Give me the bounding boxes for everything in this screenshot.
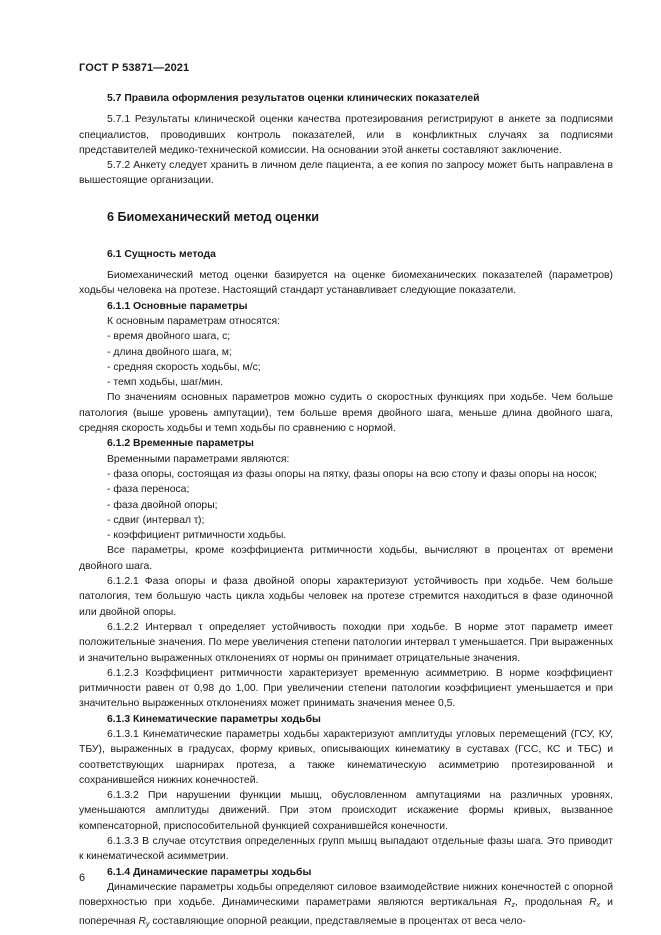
text-run: и поперечная xyxy=(79,897,613,927)
subsection-heading: 6.1 Сущность метода xyxy=(107,248,216,260)
text-run: Динамические параметры ходьбы определяют силовое взаимодействие нижних конечностей с опорной поверхностью при ходьбе. Динамическими параметрами являются вертикальная xyxy=(79,881,613,909)
subsection-heading: 6.1.4 Динамические параметры ходьбы xyxy=(107,866,312,878)
paragraph: 6.1.2.3 Коэффициент ритмичности характеризует временную асимметрию. В норме коэффициент ритмичности равен от 0,98 до 1,00. При увеличении степени патологии коэффициент уменьшается и при значительно выраженных отклонениях может принимать значения менее 0,5. xyxy=(79,667,613,710)
paragraph: 6.1.2.2 Интервал τ определяет устойчивость походки при ходьбе. В норме этот параметр имеет положительные значения. По мере увеличения степени патологии интервал τ уменьшается. При выраженных и значительно выраженных отклонениях от нормы он принимает отрицательные значения. xyxy=(79,621,613,664)
document-body xyxy=(79,91,613,932)
paragraph: К основным параметрам относятся: xyxy=(107,315,281,327)
document-header: ГОСТ Р 53871—2021 xyxy=(79,62,190,74)
spacer xyxy=(79,189,613,210)
paragraph-dynamic-params xyxy=(79,880,613,932)
symbol-r: R xyxy=(504,897,512,909)
paragraph: - коэффициент ритмичности ходьбы. xyxy=(107,530,287,542)
subsection-heading: 6.1.2 Временные параметры xyxy=(107,438,254,450)
paragraph: По значениям основных параметров можно судить о скоростных функциях при ходьбе. Чем больше патология (выше уровень ампутации), тем больше время двойного шага, меньше длина двойного шага, средняя скорость ходьбы и темп ходьбы по сравнению с нормой. xyxy=(79,392,613,435)
paragraph: Биомеханический метод оценки базируется на оценке биомеханических показателей (параметров) ходьбы человека на протезе. Настоящий стандарт устанавливает следующие показатели. xyxy=(79,270,613,297)
spacer xyxy=(79,224,613,247)
paragraph: - сдвиг (интервал τ); xyxy=(107,514,205,526)
paragraph: - средняя скорость ходьбы, м/с; xyxy=(107,361,261,373)
symbol-r: R xyxy=(138,915,146,927)
paragraph: 5.7.2 Анкету следует хранить в личном деле пациента, а ее копия по запросу может быть направлена в вышестоящие организации. xyxy=(79,160,613,187)
paragraph: Все параметры, кроме коэффициента ритмичности ходьбы, вычисляют в процентах от времени двойного шага. xyxy=(79,545,613,572)
symbol-r: R xyxy=(589,897,597,909)
paragraph: 5.7.1 Результаты клинической оценки качества протезирования регистрируют в анкете за подписями специалистов, проводивших контроль показателей, или в конфликтных случаях за подписями представителей медико-технической комиссии. На основании этой анкеты составляют заключение. xyxy=(79,114,613,156)
paragraph: 6.1.3.2 При нарушении функции мышц, обусловленном ампутациями на различных уровнях, уменьшаются амплитуды движений. При этом происходит искажение формы кривых, вызванное компенсаторной, приспособительной функцией сохранившейся конечности. xyxy=(79,790,613,832)
paragraph: 6.1.3.3 В случае отсутствия определенных групп мышц выпадают отдельные фазы шага. Это приводит к кинематической асимметрии. xyxy=(79,836,613,863)
paragraph-flow xyxy=(79,91,613,880)
paragraph: - время двойного шага, с; xyxy=(107,331,231,343)
subscript: y xyxy=(145,920,150,928)
subsection-heading: 5.7 Правила оформления результатов оценки клинических показателей xyxy=(107,93,480,104)
paragraph: - фаза опоры, состоящая из фазы опоры на пятку, фазы опоры на всю стопу и фазы опоры на носок; xyxy=(107,468,597,480)
page-number: 6 xyxy=(79,872,86,884)
paragraph: 6.1.2.1 Фаза опоры и фаза двойной опоры характеризуют устойчивость при ходьбе. Чем больше патология, тем большую часть цикла ходьбы человек на протезе стремится находиться в фазе одиночной или двойной опоры. xyxy=(79,576,613,618)
text-run: составляющие опорной реакции, представляемые в процентах от веса чело- xyxy=(149,915,526,927)
section-heading: 6 Биомеханический метод оценки xyxy=(107,209,320,224)
subsection-heading: 6.1.3 Кинематические параметры ходьбы xyxy=(107,713,321,725)
subscript: z xyxy=(511,902,516,910)
paragraph: Временными параметрами являются: xyxy=(107,453,290,465)
subscript: x xyxy=(596,902,601,910)
paragraph: - темп ходьбы, шаг/мин. xyxy=(107,377,224,389)
subsection-heading: 6.1.1 Основные параметры xyxy=(107,300,248,312)
paragraph: 6.1.3.1 Кинематические параметры ходьбы характеризуют амплитуды угловых перемещений (ГСУ, КУ, ТБУ), выраженных в градусах, форму кривых, описывающих кинематику в суставах (ГСС, КС и ТБС) и соответствующих шарнирах протеза, а также кинематическую асимметрию протезированной и сохранившейся нижних конечностей. xyxy=(79,728,613,786)
paragraph: - длина двойного шага, м; xyxy=(107,346,232,358)
paragraph: - фаза переноса; xyxy=(107,484,190,496)
text-run: , продольная xyxy=(515,897,590,909)
paragraph: - фаза двойной опоры; xyxy=(107,499,218,511)
